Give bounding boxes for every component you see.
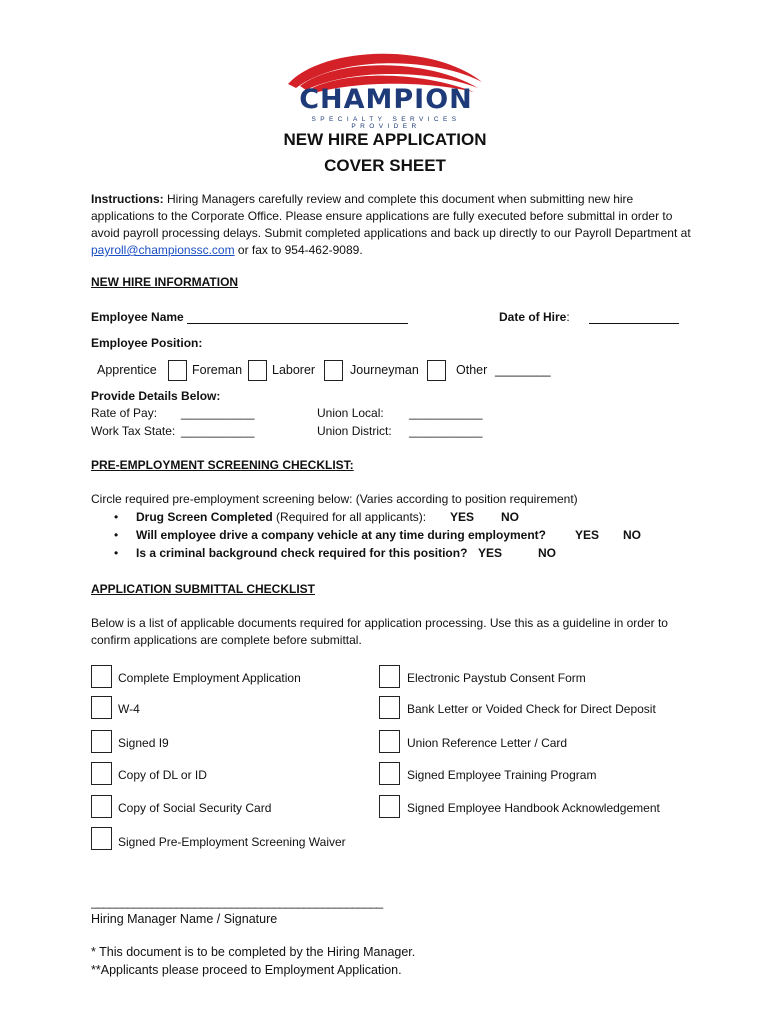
submittal-intro: Below is a list of applicable documents required for application processing. Use this as a guideline in order to confirm applications are complete before submittal.	[91, 616, 668, 647]
instructions-label: Instructions:	[91, 192, 164, 206]
signature-label: Hiring Manager Name / Signature	[91, 912, 278, 926]
employee-name-label: Employee Name	[91, 310, 184, 324]
position-journeyman-checkbox[interactable]	[427, 360, 446, 381]
union-district-blank[interactable]: ___________	[409, 424, 483, 438]
screening-item-2-label: Will employee drive a company vehicle at any time during employment?	[136, 528, 547, 542]
checklist-left-6-checkbox[interactable]	[91, 827, 112, 850]
date-of-hire-line[interactable]	[589, 323, 679, 324]
checklist-left-1-label: Complete Employment Application	[118, 671, 301, 685]
position-foreman-checkbox[interactable]	[248, 360, 267, 381]
checklist-left-2-label: W-4	[118, 702, 140, 716]
screening-item-3-label: Is a criminal background check required for this position?	[136, 546, 468, 560]
employee-position-label: Employee Position:	[91, 336, 203, 350]
union-local-blank[interactable]: ___________	[409, 406, 483, 420]
logo-tagline: SPECIALTY SERVICES PROVIDER	[311, 116, 461, 130]
checklist-right-1-label: Electronic Paystub Consent Form	[407, 671, 586, 685]
checklist-right-4-checkbox[interactable]	[379, 762, 400, 785]
position-apprentice: Apprentice	[97, 363, 157, 377]
position-laborer-checkbox[interactable]	[324, 360, 343, 381]
checklist-left-3-checkbox[interactable]	[91, 730, 112, 753]
screening-item-2-yes[interactable]: YES	[575, 528, 600, 542]
checklist-right-2-checkbox[interactable]	[379, 696, 400, 719]
position-laborer: Laborer	[272, 363, 316, 377]
logo-brand: CHAMPION	[299, 84, 473, 115]
instructions-tail: or fax to 954-462-9089.	[234, 243, 363, 257]
signature-line-text: ________________________________________________	[91, 895, 383, 909]
submittal-heading: APPLICATION SUBMITTAL CHECKLIST	[91, 582, 315, 596]
checklist-right-2-label: Bank Letter or Voided Check for Direct Deposit	[407, 702, 656, 716]
page-title-line1: NEW HIRE APPLICATION	[283, 130, 487, 149]
checklist-left-5-label: Copy of Social Security Card	[118, 801, 272, 815]
checklist-right-4-label: Signed Employee Training Program	[407, 768, 597, 782]
date-of-hire-label: Date of Hire	[499, 310, 567, 324]
new-hire-heading: NEW HIRE INFORMATION	[91, 275, 239, 289]
screening-heading: PRE-EMPLOYMENT SCREENING CHECKLIST:	[91, 458, 354, 472]
page-title-line2: COVER SHEET	[324, 156, 446, 175]
employee-name-line[interactable]	[187, 323, 408, 324]
checklist-right-1-checkbox[interactable]	[379, 665, 400, 688]
screening-item-2-no[interactable]: NO	[623, 528, 641, 542]
work-tax-state-label: Work Tax State:	[91, 424, 176, 438]
checklist-left-4-checkbox[interactable]	[91, 762, 112, 785]
date-of-hire-colon: :	[566, 310, 570, 324]
bullet-icon: •	[114, 528, 119, 542]
company-logo	[282, 44, 488, 130]
screening-item-1-yes[interactable]: YES	[450, 510, 475, 524]
checklist-left-3-label: Signed I9	[118, 736, 169, 750]
screening-item-3-yes[interactable]: YES	[478, 546, 503, 560]
screening-intro: Circle required pre-employment screening below: (Varies according to position requirement)	[91, 492, 578, 506]
rate-of-pay-label: Rate of Pay:	[91, 406, 158, 420]
screening-item-1-no[interactable]: NO	[501, 510, 519, 524]
bullet-icon: •	[114, 510, 119, 524]
checklist-left-2-checkbox[interactable]	[91, 696, 112, 719]
position-journeyman: Journeyman	[350, 363, 419, 377]
position-apprentice-checkbox[interactable]	[168, 360, 187, 381]
checklist-left-6-label: Signed Pre-Employment Screening Waiver	[118, 835, 346, 849]
checklist-left-4-label: Copy of DL or ID	[118, 768, 207, 782]
position-other-blank[interactable]: ________	[495, 363, 551, 377]
checklist-left-5-checkbox[interactable]	[91, 795, 112, 818]
work-tax-state-blank[interactable]: ___________	[181, 424, 255, 438]
screening-item-3	[114, 546, 468, 560]
footnote-1: * This document is to be completed by the Hiring Manager.	[91, 945, 416, 959]
union-district-label: Union District:	[317, 424, 392, 438]
instructions-text: Hiring Managers carefully review and complete this document when submitting new hire applications to the Corporate Office. Please ensure applications are fully executed before submittal in order to avoid payroll processing delays. Submit completed applications and back up directly to our Payroll Department at	[91, 192, 691, 240]
bullet-icon: •	[114, 546, 119, 560]
position-other: Other	[456, 363, 488, 377]
screening-item-1-label: Drug Screen Completed	[136, 510, 273, 524]
screening-item-2	[114, 528, 547, 542]
signature-line[interactable]	[91, 895, 446, 909]
checklist-right-3-checkbox[interactable]	[379, 730, 400, 753]
footnote-2: **Applicants please proceed to Employment Application.	[91, 963, 402, 977]
screening-item-1	[114, 510, 427, 524]
position-foreman: Foreman	[192, 363, 243, 377]
checklist-right-5-checkbox[interactable]	[379, 795, 400, 818]
screening-item-3-no[interactable]: NO	[538, 546, 556, 560]
details-heading: Provide Details Below:	[91, 389, 221, 403]
screening-item-1-note: (Required for all applicants):	[272, 510, 427, 524]
instructions-paragraph	[91, 191, 691, 259]
rate-of-pay-blank[interactable]: ___________	[181, 406, 255, 420]
payroll-email-link[interactable]: payroll@championssc.com	[91, 243, 235, 257]
checklist-right-3-label: Union Reference Letter / Card	[407, 736, 568, 750]
checklist-right-5-label: Signed Employee Handbook Acknowledgement	[407, 801, 660, 815]
union-local-label: Union Local:	[317, 406, 384, 420]
date-of-hire-field	[499, 310, 570, 324]
checklist-left-1-checkbox[interactable]	[91, 665, 112, 688]
